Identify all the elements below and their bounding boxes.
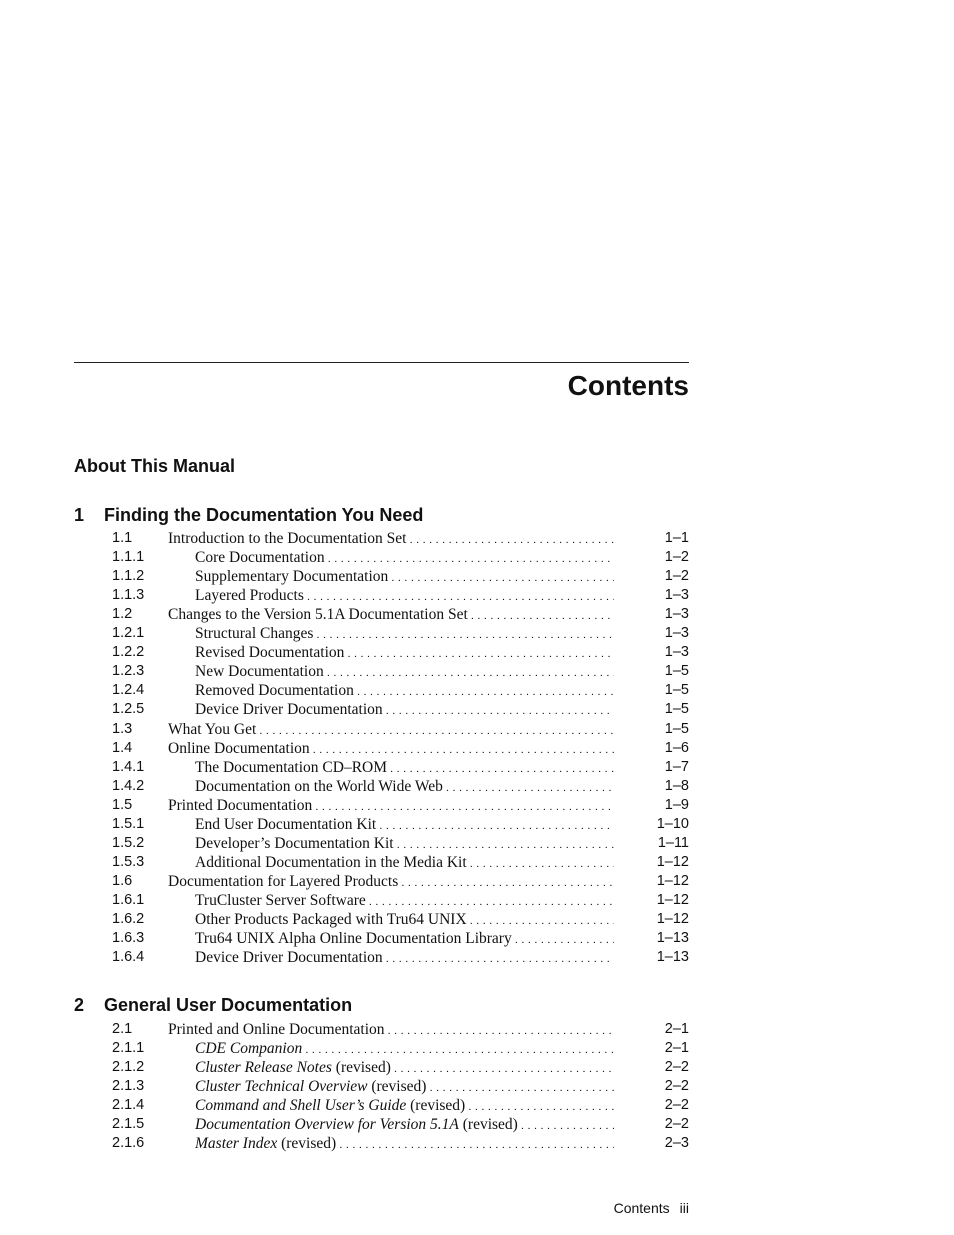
toc-entry[interactable] (0, 700, 954, 719)
section-title (195, 700, 614, 721)
section-title (195, 1115, 614, 1136)
toc-entry[interactable] (0, 1134, 954, 1153)
section-number: 1.6.2 (112, 911, 145, 927)
toc-entry[interactable] (0, 929, 954, 948)
book-title: Documentation Overview for Version 5.1A (195, 1116, 459, 1134)
toc-entry[interactable] (0, 796, 954, 815)
footer-label: Contents (613, 1200, 670, 1216)
toc-entry[interactable] (0, 1020, 954, 1039)
section-text: Changes to the Version 5.1A Documentation Set (168, 606, 468, 624)
section-title (195, 758, 614, 779)
section-number: 1.4 (112, 739, 133, 756)
section-text: Developer’s Documentation Kit (195, 834, 394, 852)
section-text: Additional Documentation in the Media Kit (195, 853, 467, 871)
page-number: 1–12 (656, 891, 689, 908)
section-title (195, 1058, 614, 1079)
section-title (195, 586, 614, 607)
section-number: 1.2.2 (112, 644, 145, 661)
section-text: Device Driver Documentation (195, 701, 383, 719)
about-heading[interactable]: About This Manual (74, 456, 235, 476)
section-number: 2.1.1 (112, 1040, 145, 1057)
section-title (168, 529, 614, 550)
section-title (195, 891, 614, 912)
section-text: Documentation for Layered Products (168, 872, 399, 890)
section-title (195, 853, 614, 874)
toc-entry[interactable] (0, 1058, 954, 1077)
page-number: 1–12 (656, 853, 689, 870)
section-text: Core Documentation (195, 549, 325, 567)
revision-note: (revised) (406, 1097, 466, 1115)
page-number: 1–12 (656, 872, 689, 889)
section-number: 1.5.3 (112, 853, 145, 870)
section-title (168, 796, 614, 817)
toc-entry[interactable] (0, 567, 954, 586)
section-title (195, 681, 614, 702)
page-number: 2–2 (664, 1097, 689, 1114)
section-text: New Documentation (195, 663, 324, 681)
revision-note: (revised) (331, 1059, 391, 1077)
book-title: Cluster Release Notes (195, 1059, 332, 1077)
toc-entry[interactable] (0, 643, 954, 662)
section-number: 1.5.2 (112, 834, 145, 851)
footer-page-number: iii (679, 1200, 689, 1216)
page-number: 2–1 (664, 1040, 689, 1057)
section-text: Structural Changes (195, 625, 314, 643)
page-number: 1–2 (664, 549, 689, 566)
chapter-1-heading[interactable] (74, 504, 423, 526)
page-number: 1–7 (664, 758, 689, 775)
page-number: 1–3 (664, 625, 689, 642)
section-number: 1.5 (112, 796, 133, 813)
toc-entry[interactable] (0, 662, 954, 681)
book-title: Master Index (195, 1135, 278, 1153)
toc-entry[interactable] (0, 1077, 954, 1096)
toc-entry[interactable] (0, 948, 954, 967)
section-number: 2.1.2 (112, 1059, 145, 1076)
section-number: 1.6.1 (112, 891, 145, 908)
section-title (168, 872, 614, 893)
book-title: Cluster Technical Overview (195, 1078, 368, 1096)
top-rule (74, 362, 689, 363)
section-title (195, 567, 614, 588)
page-number: 1–3 (664, 644, 689, 661)
section-number: 1.1.1 (112, 549, 145, 566)
toc-entry[interactable] (0, 777, 954, 796)
section-number: 1.4.1 (112, 758, 145, 775)
toc-entry[interactable] (0, 529, 954, 548)
section-number: 1.5.1 (112, 815, 145, 832)
page-number: 1–5 (664, 720, 689, 737)
page-number: 2–2 (664, 1078, 689, 1095)
page-number: 2–2 (664, 1116, 689, 1133)
section-number: 2.1.5 (112, 1116, 145, 1133)
section-number: 1.2.1 (112, 625, 145, 642)
chapter-title: General User Documentation (104, 995, 353, 1015)
section-number: 2.1.3 (112, 1078, 145, 1095)
section-title (195, 1039, 614, 1060)
section-text: Revised Documentation (195, 644, 345, 662)
revision-note: (revised) (458, 1116, 518, 1134)
toc-entry[interactable] (0, 720, 954, 739)
section-number: 1.2 (112, 606, 133, 623)
page-number: 1–3 (664, 606, 689, 623)
section-text: Online Documentation (168, 739, 310, 757)
page-number: 1–13 (656, 949, 689, 966)
book-title: CDE Companion (195, 1040, 303, 1058)
toc-entry[interactable] (0, 624, 954, 643)
toc-entry[interactable] (0, 758, 954, 777)
page-number: 1–11 (657, 834, 689, 851)
page-number: 1–6 (664, 739, 689, 756)
section-text: Other Products Packaged with Tru64 UNIX (195, 911, 467, 928)
section-title (195, 624, 614, 645)
section-title (168, 605, 614, 626)
toc-entry[interactable] (0, 910, 954, 929)
chapter-2-heading[interactable] (74, 994, 352, 1016)
section-title (195, 834, 614, 855)
page-number: 1–13 (656, 930, 689, 947)
page-number: 1–8 (664, 777, 689, 794)
toc-entry[interactable] (0, 1096, 954, 1115)
section-text: Device Driver Documentation (195, 949, 383, 967)
section-title (195, 929, 614, 950)
section-title (195, 1096, 614, 1117)
section-text: Layered Products (195, 587, 304, 605)
section-number: 1.2.5 (112, 701, 145, 718)
revision-note: (revised) (367, 1078, 427, 1096)
page-number: 1–12 (656, 911, 689, 927)
toc-entry[interactable] (0, 548, 954, 567)
section-number: 1.1.3 (112, 587, 145, 604)
chapter-number: 2 (74, 995, 85, 1015)
section-title (168, 1020, 614, 1041)
page-number: 2–3 (664, 1135, 689, 1152)
page-number: 1–10 (656, 815, 689, 832)
section-text: What You Get (168, 720, 257, 738)
toc-entry[interactable] (0, 834, 954, 853)
section-title (168, 720, 614, 741)
section-text: Introduction to the Documentation Set (168, 530, 407, 547)
section-number: 1.2.3 (112, 663, 145, 680)
page-number: 1–5 (664, 663, 689, 680)
page-title: Contents (567, 370, 689, 401)
toc-entry[interactable] (0, 1115, 954, 1134)
page-number: 1–5 (664, 682, 689, 699)
section-title (168, 739, 614, 760)
section-number: 2.1.4 (112, 1097, 145, 1114)
book-title: Command and Shell User’s Guide (195, 1097, 407, 1115)
page-number: 1–9 (664, 796, 689, 813)
section-number: 2.1.6 (112, 1135, 145, 1152)
section-text: Printed and Online Documentation (168, 1021, 385, 1038)
page-number: 1–5 (664, 701, 689, 718)
toc-entry[interactable] (0, 891, 954, 910)
section-number: 1.6.4 (112, 949, 145, 966)
page-number: 1–1 (664, 530, 689, 546)
section-text: End User Documentation Kit (195, 815, 377, 833)
toc-entry[interactable] (0, 586, 954, 605)
toc-entry[interactable] (0, 872, 954, 891)
section-number: 1.6.3 (112, 930, 145, 947)
section-number: 1.3 (112, 720, 133, 737)
section-title (195, 777, 614, 798)
page-number: 2–2 (664, 1059, 689, 1076)
section-title (195, 1077, 614, 1098)
toc-entry[interactable] (0, 681, 954, 700)
page-number: 1–2 (664, 568, 689, 585)
section-text: Documentation on the World Wide Web (195, 777, 443, 795)
page-footer (614, 1199, 689, 1217)
section-number: 2.1 (112, 1021, 133, 1037)
toc-entry[interactable] (0, 815, 954, 834)
section-title (195, 815, 614, 836)
toc-entry[interactable] (0, 853, 954, 872)
section-text: Supplementary Documentation (195, 568, 389, 586)
section-text: Tru64 UNIX Alpha Online Documentation Library (195, 930, 512, 948)
section-title (195, 548, 614, 569)
section-number: 1.6 (112, 872, 133, 889)
toc-entry[interactable] (0, 1039, 954, 1058)
section-number: 1.1.2 (112, 568, 145, 585)
section-title (195, 643, 614, 664)
section-text: The Documentation CD–ROM (195, 758, 388, 776)
section-number: 1.4.2 (112, 777, 145, 794)
section-text: Removed Documentation (195, 682, 354, 700)
section-text: TruCluster Server Software (195, 891, 366, 909)
section-title (195, 1134, 614, 1155)
section-title (195, 910, 614, 931)
page-number: 1–3 (664, 587, 689, 604)
chapter-number: 1 (74, 505, 85, 525)
chapter-title: Finding the Documentation You Need (104, 505, 424, 525)
section-title (195, 948, 614, 969)
toc-entry[interactable] (0, 605, 954, 624)
toc-entry[interactable] (0, 739, 954, 758)
page-number: 2–1 (664, 1021, 689, 1037)
revision-note: (revised) (277, 1135, 337, 1153)
section-number: 1.2.4 (112, 682, 145, 699)
section-title (195, 662, 614, 683)
section-text: Printed Documentation (168, 796, 313, 814)
section-number: 1.1 (112, 530, 133, 546)
